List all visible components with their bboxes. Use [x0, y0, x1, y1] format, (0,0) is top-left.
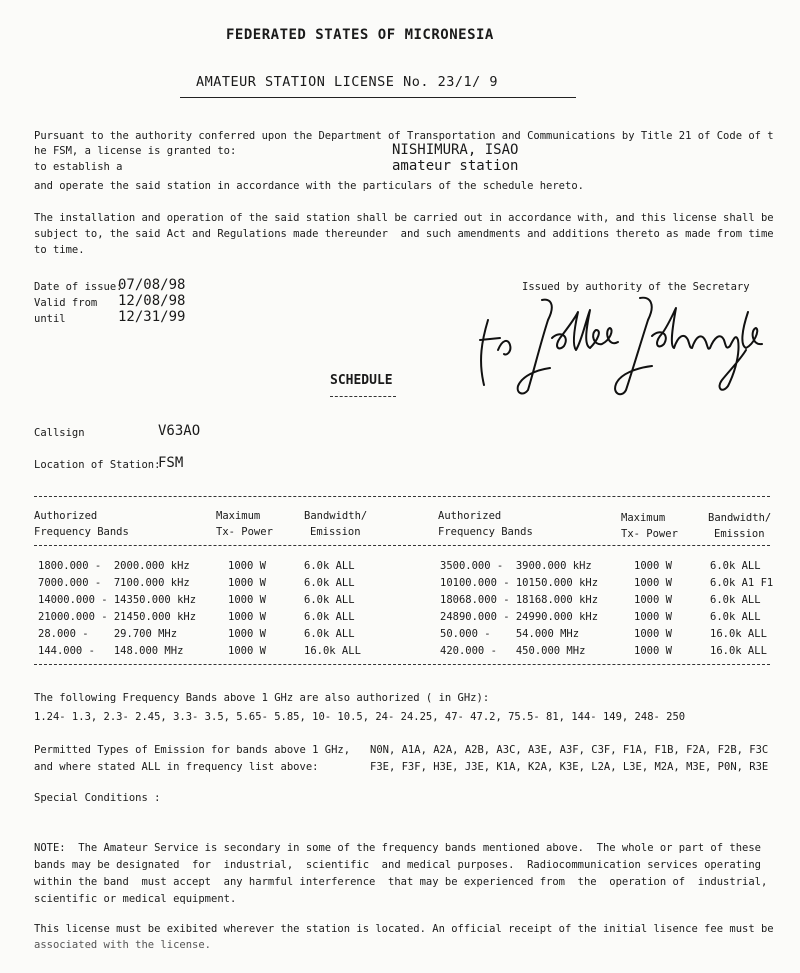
emission-types-1: N0N, A1A, A2A, A2B, A3C, A3E, A3F, C3F, F1A, F1B, F2A, F2B, F3C: [370, 744, 769, 756]
power-cell: 1000 W: [228, 611, 266, 623]
footer-line-1: This license must be exibited wherever the station is located. An official receipt of the initial lisence fee must be: [34, 923, 774, 935]
col-header-bw-r-2: Emission: [714, 528, 765, 540]
col-header-bw-r-1: Bandwidth/: [708, 512, 772, 524]
schedule-heading: SCHEDULE: [330, 373, 393, 388]
bandwidth-cell: 6.0k ALL: [304, 577, 355, 589]
bandwidth-right-cell: 6.0k ALL: [710, 560, 761, 572]
bandwidth-right-cell: 6.0k A1 F1: [710, 577, 774, 589]
signature-image: [470, 290, 770, 400]
band-cell: 144.000 - 148.000 MHz: [38, 645, 184, 657]
power-right-cell: 1000 W: [634, 628, 672, 640]
power-cell: 1000 W: [228, 628, 266, 640]
location-label: Location of Station:: [34, 459, 161, 471]
note-line-4: scientific or medical equipment.: [34, 893, 237, 905]
intro-line-3: to establish a: [34, 161, 123, 173]
band-cell: 21000.000 - 21450.000 kHz: [38, 611, 197, 623]
col-header-bw-2: Emission: [310, 526, 361, 538]
schedule-underline: [330, 396, 396, 397]
bandwidth-right-cell: 16.0k ALL: [710, 645, 767, 657]
ghz-line-1: The following Frequency Bands above 1 GHz are also authorized ( in GHz):: [34, 692, 490, 704]
col-header-bands-r-2: Frequency Bands: [438, 526, 533, 538]
bandwidth-cell: 16.0k ALL: [304, 645, 361, 657]
issue-date-label: Date of issue:: [34, 281, 123, 293]
emission-label-1: Permitted Types of Emission for bands above 1 GHz,: [34, 744, 351, 756]
band-cell: 7000.000 - 7100.000 kHz: [38, 577, 190, 589]
note-line-1: NOTE: The Amateur Service is secondary in some of the frequency bands mentioned above. The whole or part of these: [34, 842, 761, 854]
power-right-cell: 1000 W: [634, 577, 672, 589]
bandwidth-right-cell: 6.0k ALL: [710, 594, 761, 606]
country-title: FEDERATED STATES OF MICRONESIA: [226, 27, 494, 43]
installation-line-3: to time.: [34, 244, 85, 256]
power-right-cell: 1000 W: [634, 560, 672, 572]
band-cell: 28.000 - 29.700 MHz: [38, 628, 178, 640]
power-cell: 1000 W: [228, 577, 266, 589]
power-right-cell: 1000 W: [634, 594, 672, 606]
intro-line-2: he FSM, a license is granted to:: [34, 145, 237, 157]
col-header-power-r-2: Tx- Power: [621, 528, 678, 540]
special-conditions: Special Conditions :: [34, 792, 161, 804]
col-header-power-1: Maximum: [216, 510, 261, 522]
bandwidth-right-cell: 16.0k ALL: [710, 628, 767, 640]
band-cell: 14000.000 - 14350.000 kHz: [38, 594, 197, 606]
installation-line-2: subject to, the said Act and Regulations made thereunder and such amendments and additions thereto as made from time: [34, 228, 774, 240]
power-right-cell: 1000 W: [634, 645, 672, 657]
license-title: AMATEUR STATION LICENSE No. 23/1/ 9: [196, 74, 498, 90]
power-right-cell: 1000 W: [634, 611, 672, 623]
col-header-bands-r-1: Authorized: [438, 510, 502, 522]
issued-by: Issued by authority of the Secretary: [522, 281, 750, 293]
bandwidth-right-cell: 6.0k ALL: [710, 611, 761, 623]
bandwidth-cell: 6.0k ALL: [304, 594, 355, 606]
col-header-bw-1: Bandwidth/: [304, 510, 368, 522]
band-right-cell: 50.000 - 54.000 MHz: [440, 628, 580, 640]
table-header-rule: [34, 545, 770, 546]
table-top-rule: [34, 496, 770, 497]
station-type: amateur station: [392, 158, 519, 174]
intro-line-1: Pursuant to the authority conferred upon the Department of Transportation and Communications by Title 21 of Code of t: [34, 130, 774, 142]
band-cell: 1800.000 - 2000.000 kHz: [38, 560, 190, 572]
band-right-cell: 3500.000 - 3900.000 kHz: [440, 560, 592, 572]
col-header-bands-1: Authorized: [34, 510, 98, 522]
note-line-3: within the band must accept any harmful interference that may be experienced from the operation of industrial,: [34, 876, 768, 888]
callsign-label: Callsign: [34, 427, 85, 439]
licensee-name: NISHIMURA, ISAO: [392, 142, 519, 158]
until-value: 12/31/99: [118, 309, 186, 325]
col-header-power-r-1: Maximum: [621, 512, 666, 524]
valid-from-value: 12/08/98: [118, 293, 186, 309]
power-cell: 1000 W: [228, 560, 266, 572]
band-right-cell: 420.000 - 450.000 MHz: [440, 645, 586, 657]
ghz-bands-list: 1.24- 1.3, 2.3- 2.45, 3.3- 3.5, 5.65- 5.85, 10- 10.5, 24- 24.25, 47- 47.2, 75.5- 81, 144- 149, 248- 250: [34, 711, 686, 723]
bandwidth-cell: 6.0k ALL: [304, 628, 355, 640]
until-label: until: [34, 313, 66, 325]
table-bottom-rule: [34, 664, 770, 665]
svg-text:for Jolden Johnny Lee: for Jolden Johnny Lee: [470, 290, 483, 291]
intro-line-4: and operate the said station in accordance with the particulars of the schedule hereto.: [34, 180, 584, 192]
band-right-cell: 24890.000 - 24990.000 kHz: [440, 611, 599, 623]
band-right-cell: 10100.000 - 10150.000 kHz: [440, 577, 599, 589]
power-cell: 1000 W: [228, 645, 266, 657]
callsign-value: V63AO: [158, 423, 201, 439]
col-header-bands-2: Frequency Bands: [34, 526, 129, 538]
license-title-underline: [180, 97, 576, 98]
bandwidth-cell: 6.0k ALL: [304, 560, 355, 572]
footer-line-2: associated with the license.: [34, 939, 212, 951]
installation-line-1: The installation and operation of the said station shall be carried out in accordance with, and this license shall be: [34, 212, 774, 224]
issue-date-value: 07/08/98: [118, 277, 186, 293]
power-cell: 1000 W: [228, 594, 266, 606]
emission-label-2: and where stated ALL in frequency list above:: [34, 761, 319, 773]
bandwidth-cell: 6.0k ALL: [304, 611, 355, 623]
note-line-2: bands may be designated for industrial, scientific and medical purposes. Radiocommunication services operating: [34, 859, 761, 871]
emission-types-2: F3E, F3F, H3E, J3E, K1A, K2A, K3E, L2A, L3E, M2A, M3E, P0N, R3E: [370, 761, 769, 773]
band-right-cell: 18068.000 - 18168.000 kHz: [440, 594, 599, 606]
location-value: FSM: [158, 455, 184, 471]
valid-from-label: Valid from: [34, 297, 98, 309]
col-header-power-2: Tx- Power: [216, 526, 273, 538]
